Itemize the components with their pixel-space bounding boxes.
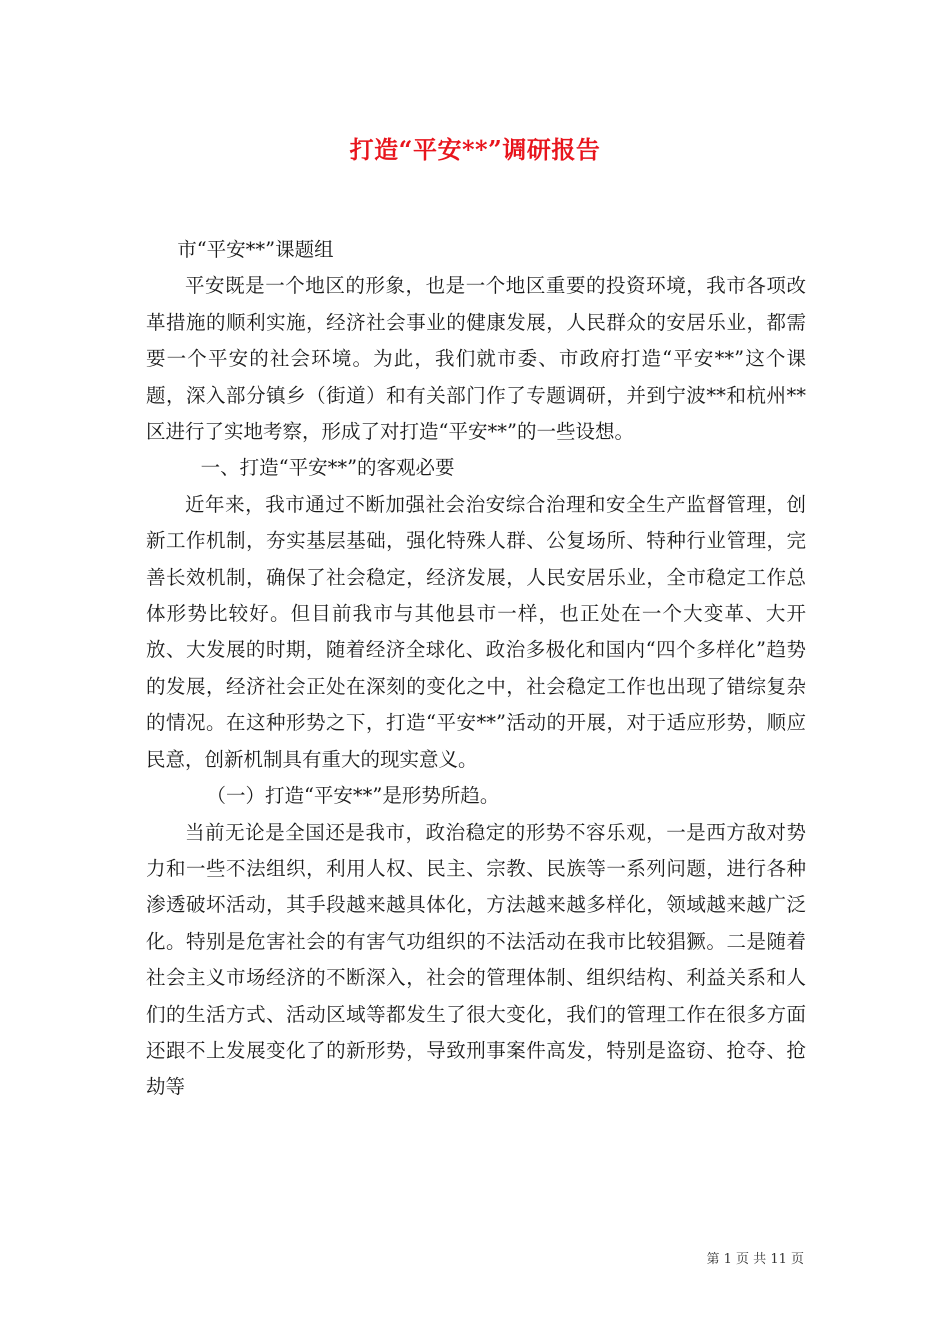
page-number: 第 1 页 共 11 页 bbox=[706, 1252, 804, 1267]
author-group: 市“平安**”课题组 bbox=[177, 238, 334, 261]
section-heading-1: 一、打造“平安**”的客观必要 bbox=[200, 456, 455, 480]
document-title: 打造“平安**”调研报告 bbox=[349, 135, 601, 164]
paragraph-intro: 平安既是一个地区的形象，也是一个地区重要的投资环境，我市各项改革措施的顺利实施，经济社会事业的健康发展，人民群众的安居乐业，都需要一个平安的社会环境。为此，我们就市委、市政府打造“平安**”这个课题，深入部分镇乡（街道）和有关部门作了专题调研，并到宁波**和杭州**区进行了实地考察，形成了对打造“平安**”的一些设想。 bbox=[146, 274, 806, 444]
paragraph-background: 近年来，我市通过不断加强社会治安综合治理和安全生产监督管理，创新工作机制，夯实基层基础，强化特殊人群、公复场所、特种行业管理，完善长效机制，确保了社会稳定，经济发展，人民安居乐业，全市稳定工作总体形势比较好。但目前我市与其他县市一样，也正处在一个大变革、大开放、大发展的时期，随着经济全球化、政治多极化和国内“四个多样化”趋势的发展，经济社会正处在深刻的变化之中，社会稳定工作也出现了错综复杂的情况。在这种形势之下，打造“平安**”活动的开展，对于适应形势，顺应民意，创新机制具有重大的现实意义。 bbox=[146, 492, 806, 771]
subsection-heading-1: （一）打造“平安**”是形势所趋。 bbox=[206, 784, 500, 808]
document-body bbox=[146, 232, 806, 1106]
paragraph-situation: 当前无论是全国还是我市，政治稳定的形势不容乐观，一是西方敌对势力和一些不法组织，利用人权、民主、宗教、民族等一系列问题，进行各种渗透破坏活动，其手段越来越具体化，方法越来越多样化，领域越来越广泛化。特别是危害社会的有害气功组织的不法活动在我市比较猖獗。二是随着社会主义市场经济的不断深入，社会的管理体制、组织结构、利益关系和人们的生活方式、活动区域等都发生了很大变化，我们的管理工作在很多方面还跟不上发展变化了的新形势，导致刑事案件高发，特别是盗窃、抢夺、抢劫等 bbox=[146, 820, 806, 1099]
